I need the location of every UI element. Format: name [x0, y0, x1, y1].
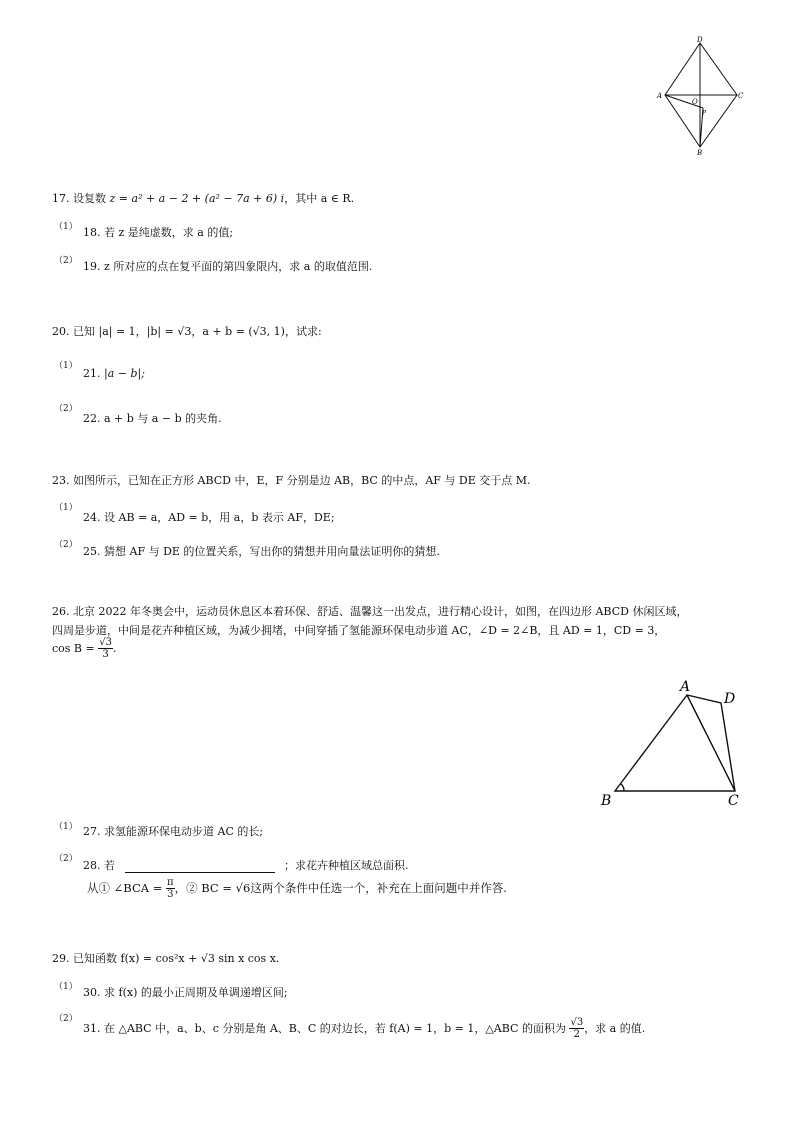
q26-cosb-fraction	[98, 638, 113, 660]
q21-text: |a − b|;	[104, 367, 145, 380]
q17-part1-mark: （1）	[54, 222, 78, 232]
q28-answer-blank[interactable]	[125, 862, 275, 873]
label-a: A	[657, 92, 663, 100]
q22-line	[83, 410, 222, 426]
q20-number: 20.	[52, 325, 70, 338]
q18-line	[83, 224, 233, 240]
q20-part2-mark: （2）	[54, 404, 78, 414]
q18-number: 18.	[83, 226, 101, 239]
q30-line	[83, 984, 288, 1000]
q28-prefix: 若	[104, 859, 115, 872]
q25-number: 25.	[83, 545, 101, 558]
fig2-label-d: D	[724, 691, 736, 707]
question-26	[52, 603, 687, 619]
q17-number: 17.	[52, 192, 70, 205]
q26-cosb-prefix: cos B =	[52, 642, 95, 655]
q23-stem: 如图所示，已知在正方形 ABCD 中，E，F 分别是边 AB，BC 的中点，AF 与 DE 交于点 M.	[73, 474, 531, 487]
q27-text: 求氢能源环保电动步道 AC 的长;	[104, 825, 264, 838]
q31-text: 在 △ABC 中，a、b、c 分别是角 A、B、C 的对边长，若 f(A) = 1，b = 1，△ABC 的面积为	[104, 1022, 566, 1035]
q26-cosb-denominator: 3	[102, 649, 109, 660]
question-23	[52, 472, 531, 488]
q20-stem: 已知 |a| = 1，|b| = √3，a + b = (√3, 1)，试求:	[73, 325, 322, 338]
q17-expression: z = a² + a − 2 + (a² − 7a + 6) i	[109, 192, 285, 205]
q29-part2-mark: （2）	[54, 1014, 78, 1024]
q25-text: 猜想 AF 与 DE 的位置关系，写出你的猜想并用向量法证明你的猜想.	[104, 545, 440, 558]
q26-line2: 四周是步道，中间是花卉种植区域，为减少拥堵，中间穿插了氢能源环保电动步道 AC，∠D = 2∠B，且 AD = 1，CD = 3，	[52, 624, 666, 637]
q31-tail: ，求 a 的值.	[584, 1022, 646, 1035]
q17-part2-mark: （2）	[54, 256, 78, 266]
label-d: D	[697, 36, 703, 44]
q26-cosb-numerator: √3	[99, 637, 112, 648]
q26-number: 26.	[52, 605, 70, 618]
quadrilateral-figure	[595, 675, 755, 810]
q30-number: 30.	[83, 986, 101, 999]
q28-choice-line	[87, 878, 507, 900]
q26-line3: cos B = $\frac{√3}{3}$ .	[52, 637, 117, 660]
choice-pi-fraction	[166, 878, 175, 900]
q27-number: 27.	[83, 825, 101, 838]
q28-line	[83, 857, 409, 873]
q29-stem: 已知函数 f(x) = cos²x + √3 sin x cos x.	[73, 952, 280, 965]
q22-text: a + b 与 a − b 的夹角.	[104, 412, 222, 425]
choice-prefix: 从① ∠BCA =	[87, 881, 163, 895]
q26-line1: 北京 2022 年冬奥会中，运动员休息区本着环保、舒适、温馨这一出发点，进行精心设计，如图，在四边形 ABCD 休闲区域，	[73, 605, 688, 618]
q31-area-numerator: √3	[570, 1017, 584, 1028]
label-b: B	[697, 149, 703, 157]
q18-text: 若 z 是纯虚数，求 a 的值;	[104, 226, 234, 239]
question-29	[52, 950, 279, 966]
q21-line	[83, 367, 145, 380]
q21-number: 21.	[83, 367, 101, 380]
choice-suffix: 这两个条件中任选一个，补充在上面问题中并作答.	[250, 881, 507, 895]
question-20	[52, 323, 322, 339]
q31-number: 31.	[83, 1022, 101, 1035]
q20-part1-mark: （1）	[54, 361, 78, 371]
q17-prefix: 设复数	[73, 192, 106, 205]
q29-number: 29.	[52, 952, 70, 965]
q29-part1-mark: （1）	[54, 982, 78, 992]
q25-line	[83, 543, 440, 559]
q23-part2-mark: （2）	[54, 540, 78, 550]
choice-pi-denominator: 3	[167, 889, 174, 900]
q24-text: 设 AB = a，AD = b，用 a，b 表示 AF，DE;	[104, 511, 335, 524]
q26-part2-mark: （2）	[54, 854, 78, 864]
q19-number: 19.	[83, 260, 101, 273]
choice-mid: ，② BC = √6	[174, 881, 251, 895]
q30-text: 求 f(x) 的最小正周期及单调递增区间;	[104, 986, 288, 999]
q28-suffix: ；求花卉种植区域总面积.	[284, 859, 409, 872]
label-o: O	[692, 98, 698, 106]
q31-area-fraction	[569, 1018, 584, 1040]
q23-number: 23.	[52, 474, 70, 487]
label-c: C	[738, 92, 744, 100]
q28-number: 28.	[83, 859, 101, 872]
fig2-label-c: C	[728, 793, 739, 809]
label-p: P	[702, 110, 707, 117]
question-17	[52, 190, 354, 206]
rhombus-figure	[655, 35, 750, 157]
q26-part1-mark: （1）	[54, 822, 78, 832]
q27-line	[83, 823, 263, 839]
fig2-label-b: B	[601, 793, 612, 809]
choice-pi-numerator: π	[167, 877, 174, 888]
q24-number: 24.	[83, 511, 101, 524]
q24-line	[83, 509, 335, 525]
q19-line	[83, 258, 372, 274]
fig2-label-a: A	[680, 679, 691, 695]
q17-suffix: ，其中 a ∈ R.	[284, 192, 355, 205]
q19-text: z 所对应的点在复平面的第四象限内，求 a 的取值范围.	[104, 260, 373, 273]
q22-number: 22.	[83, 412, 101, 425]
q31-area-denominator: 2	[573, 1029, 580, 1040]
q31-line	[83, 1018, 645, 1040]
q23-part1-mark: （1）	[54, 503, 78, 513]
